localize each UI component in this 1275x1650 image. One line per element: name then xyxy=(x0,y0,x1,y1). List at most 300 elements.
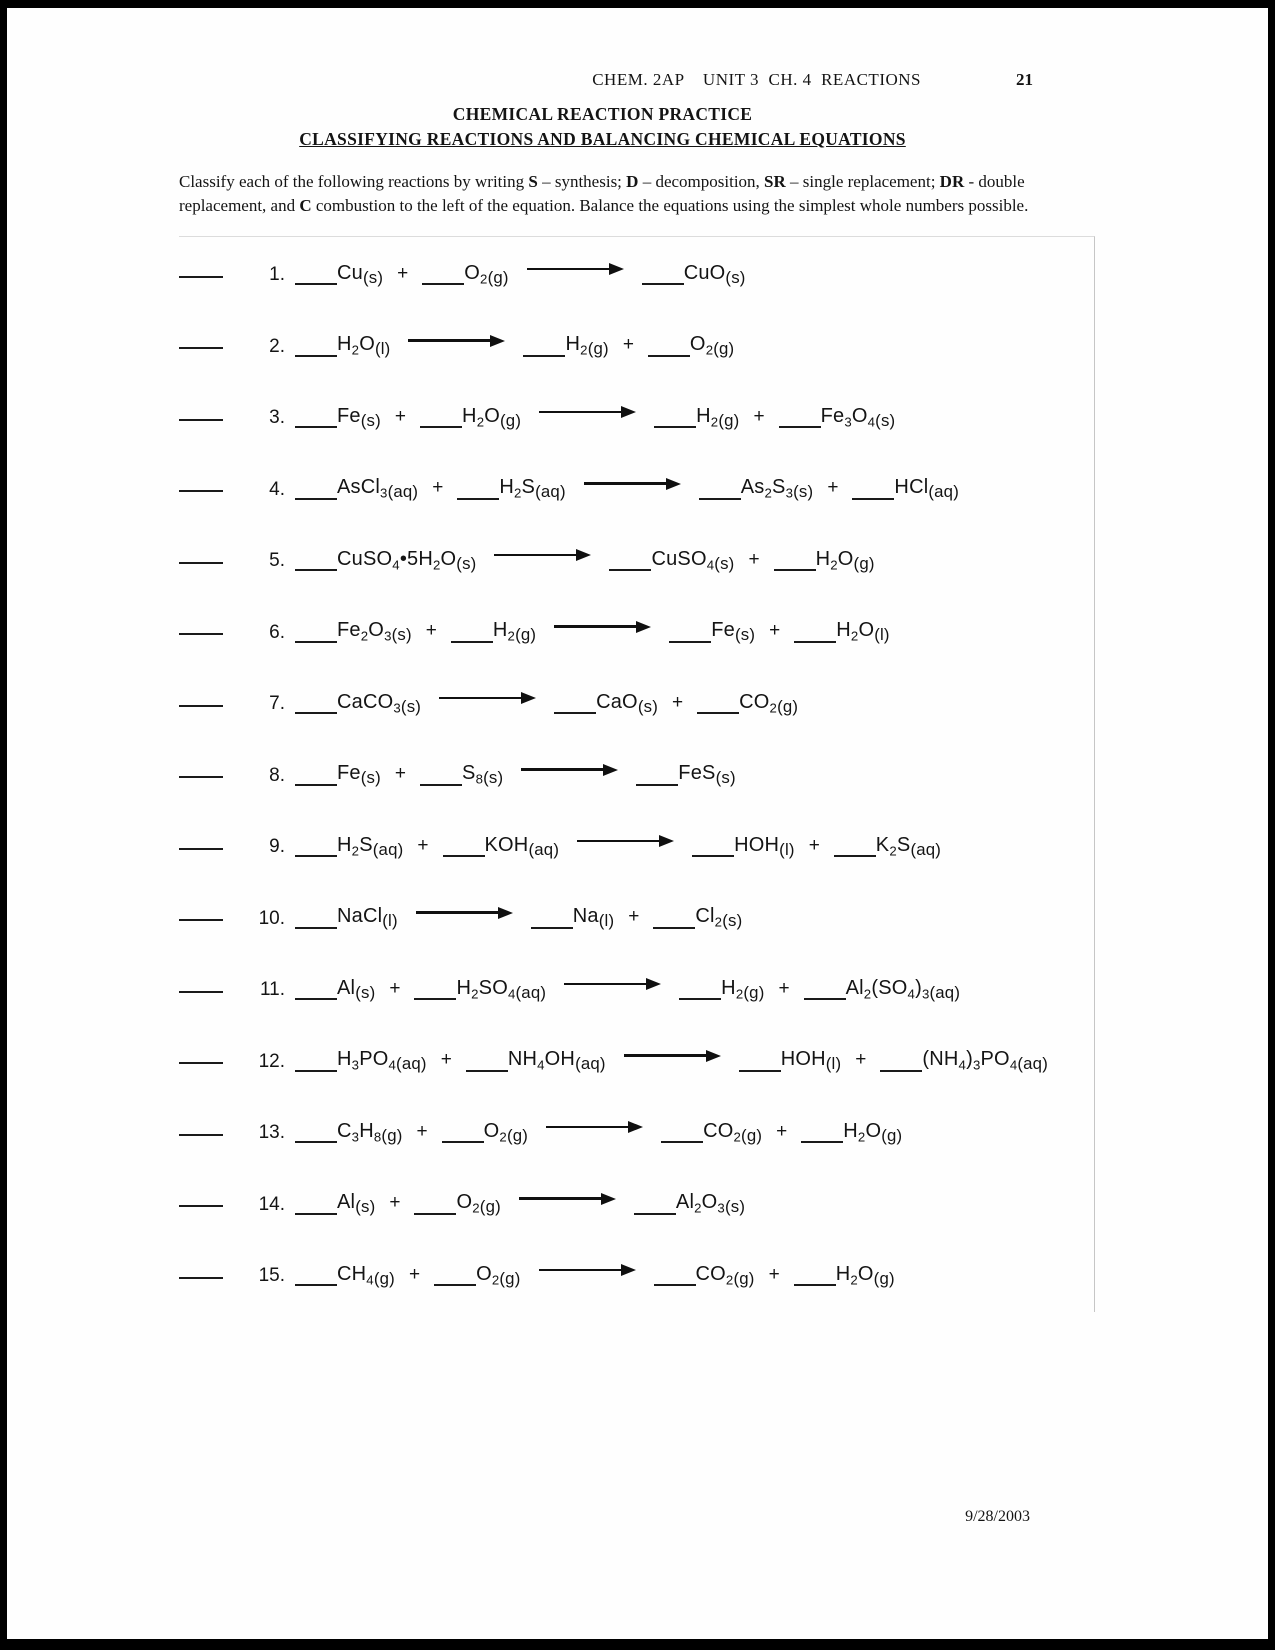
plus-operator: + xyxy=(808,834,820,856)
classification-blank xyxy=(179,630,223,635)
arrow-head xyxy=(603,764,618,776)
chemical-formula xyxy=(462,762,503,788)
chemical-formula xyxy=(337,405,381,431)
formula-text: ) xyxy=(966,1048,973,1071)
coefficient-blank xyxy=(442,1138,484,1143)
formula-text: O xyxy=(865,1119,882,1142)
coefficient-blank xyxy=(794,1281,836,1286)
chemical-formula xyxy=(565,333,608,359)
worksheet-title: CHEMICAL REACTION PRACTICE xyxy=(452,104,753,124)
equation-number: 9. xyxy=(269,836,285,857)
state-label: (aq) xyxy=(372,840,404,860)
equation-row xyxy=(179,239,1094,311)
formula-subscript: 2 xyxy=(850,628,859,644)
formula-subscript: 4 xyxy=(907,986,916,1002)
chemical-formula xyxy=(337,834,403,860)
plus-operator: + xyxy=(394,763,407,785)
formula-text: O xyxy=(440,547,457,570)
formula-text: O xyxy=(851,404,868,427)
state-label: (s) xyxy=(355,983,376,1003)
equation-row xyxy=(179,1026,1094,1098)
state-label: (l) xyxy=(382,911,398,931)
state-label: (aq) xyxy=(396,1054,427,1074)
instruction-keyword: SR xyxy=(764,172,786,191)
arrow-shaft xyxy=(408,339,490,342)
formula-subscript: 3 xyxy=(393,700,401,716)
coefficient-blank xyxy=(295,638,337,643)
formula-text: H xyxy=(337,833,352,856)
formula-text: ) xyxy=(915,976,922,999)
equation-number: 12. xyxy=(258,1050,285,1072)
formula-text: S xyxy=(359,833,373,856)
formula-text: O xyxy=(857,1262,874,1285)
arrow-shaft xyxy=(624,1054,706,1057)
formula-subscript: 2 xyxy=(863,986,872,1002)
formula-text: HOH xyxy=(780,1048,826,1071)
state-label: (g) xyxy=(741,1126,763,1146)
formula-subscript: 3 xyxy=(972,1057,981,1073)
formula-subscript: 2 xyxy=(360,628,369,644)
arrow-head xyxy=(636,621,651,633)
formula-text: H xyxy=(721,976,736,999)
formula-text: O xyxy=(837,547,854,570)
formula-text: CuSO xyxy=(651,547,707,570)
chemical-formula xyxy=(493,619,536,645)
plus-operator: + xyxy=(769,620,781,642)
formula-text: Na xyxy=(572,905,599,928)
coefficient-blank xyxy=(648,352,690,357)
equation-number: 6. xyxy=(269,621,285,643)
arrow-shaft xyxy=(539,1269,621,1272)
state-label: (l) xyxy=(874,625,890,645)
state-label: (g) xyxy=(777,697,799,717)
reaction-arrow-icon xyxy=(539,406,636,418)
formula-subscript: 2 xyxy=(472,1200,480,1216)
formula-text: Al xyxy=(337,976,356,999)
formula-subscript: 3 xyxy=(384,628,392,644)
formula-subscript: 2 xyxy=(351,843,360,859)
equation-number: 5. xyxy=(269,550,285,571)
arrow-head xyxy=(609,263,624,275)
formula-text: CO xyxy=(739,690,770,713)
chemical-formula xyxy=(696,405,739,431)
state-label: (g) xyxy=(381,1126,403,1146)
state-label: (g) xyxy=(500,411,522,431)
state-label: (s) xyxy=(714,554,735,574)
coefficient-blank xyxy=(804,995,846,1000)
coefficient-blank xyxy=(295,566,337,571)
formula-subscript: 2 xyxy=(476,414,485,430)
chemical-formula xyxy=(499,476,565,502)
state-label: (g) xyxy=(373,1269,395,1289)
equation-body xyxy=(295,1120,902,1146)
formula-subscript: 2 xyxy=(507,628,516,644)
equation-row xyxy=(179,1169,1094,1241)
chemical-formula xyxy=(739,691,798,717)
formula-text: KOH xyxy=(484,833,529,856)
formula-text: K xyxy=(875,833,890,856)
plus-operator: + xyxy=(440,1049,452,1071)
classification-blank xyxy=(179,1202,223,1207)
coefficient-blank xyxy=(636,781,678,786)
coefficient-blank xyxy=(295,1281,337,1286)
formula-text: SO xyxy=(478,976,508,999)
chemical-formula xyxy=(816,548,875,574)
chemical-formula xyxy=(337,1048,427,1074)
chemical-formula xyxy=(843,1120,902,1146)
reaction-arrow-icon xyxy=(577,835,674,847)
state-label: (aq) xyxy=(387,482,419,502)
coefficient-blank xyxy=(654,1281,696,1286)
arrow-shaft xyxy=(577,840,659,843)
equation-number: 8. xyxy=(269,764,285,786)
formula-text: H xyxy=(835,1262,851,1285)
equation-number: 15. xyxy=(258,1265,285,1286)
state-label: (g) xyxy=(479,1197,501,1217)
arrow-head xyxy=(498,907,513,919)
equation-body xyxy=(295,905,742,931)
coefficient-blank xyxy=(295,352,337,357)
formula-subscript: 2 xyxy=(714,914,723,930)
chemical-formula xyxy=(573,905,614,931)
formula-text: H xyxy=(359,1119,374,1142)
formula-subscript: 2 xyxy=(705,342,714,358)
equation-row xyxy=(179,1240,1094,1312)
state-label: (s) xyxy=(362,268,384,288)
formula-text: Cl xyxy=(695,905,715,928)
state-label: (s) xyxy=(725,268,746,288)
chemical-formula xyxy=(476,1263,520,1289)
arrow-shaft xyxy=(519,1197,601,1200)
chemical-formula xyxy=(596,691,658,717)
formula-text: (SO xyxy=(871,976,908,999)
formula-subscript: 2 xyxy=(694,1200,702,1216)
arrow-head xyxy=(659,835,674,847)
state-label: (g) xyxy=(853,554,875,574)
formula-text: Fe xyxy=(337,619,361,642)
formula-subscript: 3 xyxy=(717,1200,725,1216)
state-label: (aq) xyxy=(575,1054,606,1074)
formula-subscript: 2 xyxy=(830,557,838,573)
state-label: (g) xyxy=(506,1126,529,1146)
instruction-segment: combustion to the left of the equation. Balance the equations using the simplest whole numbers possible. xyxy=(311,196,1029,216)
coefficient-blank xyxy=(523,352,565,357)
equation-row xyxy=(179,525,1094,597)
footer-date: 9/28/2003 xyxy=(965,1508,1030,1525)
reaction-arrow-icon xyxy=(584,478,681,490)
equation-body xyxy=(295,834,941,860)
reaction-arrow-icon xyxy=(519,1193,616,1205)
state-label: (l) xyxy=(825,1054,842,1074)
reaction-arrow-icon xyxy=(539,1264,636,1276)
formula-text: HCl xyxy=(894,476,929,499)
formula-text: Fe xyxy=(337,404,361,427)
equation-number: 14. xyxy=(258,1193,285,1215)
chemical-formula xyxy=(781,1048,842,1074)
classification-blank xyxy=(179,559,223,564)
equation-number: 3. xyxy=(269,407,285,428)
formula-text: S xyxy=(521,476,536,499)
formula-text: CuSO xyxy=(337,547,393,570)
formula-text: O xyxy=(359,333,375,356)
chemical-formula xyxy=(337,262,383,288)
equation-row xyxy=(179,382,1094,454)
arrow-head xyxy=(601,1193,616,1205)
formula-subscript: 8 xyxy=(373,1129,382,1145)
state-label: (aq) xyxy=(928,482,960,502)
state-label: (l) xyxy=(374,339,391,359)
coefficient-blank xyxy=(774,566,816,571)
formula-text: O xyxy=(456,1191,473,1214)
reaction-arrow-icon xyxy=(554,621,651,633)
coefficient-blank xyxy=(422,280,464,285)
formula-text: S xyxy=(896,833,911,856)
reaction-arrow-icon xyxy=(439,692,536,704)
coefficient-blank xyxy=(420,781,462,786)
formula-text: H xyxy=(462,404,477,427)
coefficient-blank xyxy=(295,781,337,786)
formula-text: CH xyxy=(337,1262,367,1285)
chemical-formula xyxy=(462,405,521,431)
formula-text: H xyxy=(456,976,472,999)
chemical-formula xyxy=(734,834,795,860)
coefficient-blank xyxy=(295,1067,337,1072)
formula-text: NaCl xyxy=(337,905,383,928)
chemical-formula xyxy=(678,762,735,788)
state-label: (l) xyxy=(598,911,615,931)
coefficient-blank xyxy=(739,1067,781,1072)
chemical-formula xyxy=(485,834,560,860)
arrow-shaft xyxy=(439,697,521,700)
chemical-formula xyxy=(846,977,961,1003)
formula-text: Al xyxy=(675,1191,695,1214)
arrow-shaft xyxy=(416,911,498,914)
chemical-formula xyxy=(721,977,764,1003)
state-label: (s) xyxy=(456,554,477,574)
title-block xyxy=(7,104,1268,150)
reaction-arrow-icon xyxy=(494,549,591,561)
chemical-formula xyxy=(337,1263,395,1289)
equation-body xyxy=(295,762,736,788)
formula-subscript: 2 xyxy=(857,1129,866,1145)
classification-blank xyxy=(179,273,223,278)
chemical-formula xyxy=(337,905,398,931)
formula-subscript: 2 xyxy=(514,485,522,501)
formula-subscript: 3 xyxy=(844,414,852,430)
state-label: (aq) xyxy=(515,983,547,1003)
equations-list xyxy=(179,236,1095,1312)
formula-subscript: 4 xyxy=(867,414,876,430)
equation-number: 11. xyxy=(259,979,285,1000)
formula-text: Fe xyxy=(711,619,735,642)
coefficient-blank xyxy=(779,423,821,428)
coefficient-blank xyxy=(295,1138,337,1143)
arrow-shaft xyxy=(527,268,609,271)
coefficient-blank xyxy=(834,852,876,857)
coefficient-blank xyxy=(420,423,462,428)
equation-body xyxy=(295,476,959,502)
coefficient-blank xyxy=(801,1138,843,1143)
plus-operator: + xyxy=(389,1192,401,1214)
formula-subscript: 4 xyxy=(366,1272,374,1288)
coefficient-blank xyxy=(699,495,741,500)
coefficient-blank xyxy=(295,280,337,285)
formula-text: •5H xyxy=(399,547,433,570)
chemical-formula xyxy=(337,762,381,788)
reaction-arrow-icon xyxy=(521,764,618,776)
plus-operator: + xyxy=(417,834,429,856)
state-label: (g) xyxy=(499,1269,521,1289)
state-label: (g) xyxy=(587,339,609,359)
formula-subscript: 2 xyxy=(491,1272,500,1288)
coefficient-blank xyxy=(295,852,337,857)
coefficient-blank xyxy=(295,995,337,1000)
formula-text: CaO xyxy=(596,690,638,713)
instructions-text xyxy=(179,170,1049,218)
formula-subscript: 8 xyxy=(475,771,484,787)
page-header xyxy=(7,8,1268,90)
state-label: (s) xyxy=(355,1197,376,1217)
classification-blank xyxy=(179,988,223,993)
state-label: (s) xyxy=(400,697,422,717)
instruction-segment: - double replacement, and xyxy=(179,172,1025,216)
arrow-head xyxy=(666,478,681,490)
chemical-formula xyxy=(337,691,421,717)
formula-text: PO xyxy=(359,1048,389,1071)
formula-text: H xyxy=(843,1119,858,1142)
chemical-formula xyxy=(894,476,959,502)
arrow-head xyxy=(621,406,636,418)
chemical-formula xyxy=(711,619,755,645)
plus-operator: + xyxy=(748,548,760,570)
state-label: (s) xyxy=(715,768,736,788)
state-label: (s) xyxy=(483,768,504,788)
reaction-arrow-icon xyxy=(408,335,505,347)
formula-text: H xyxy=(337,1048,352,1071)
equation-body xyxy=(295,977,960,1003)
reaction-arrow-icon xyxy=(416,907,513,919)
chemical-formula xyxy=(484,1120,528,1146)
coefficient-blank xyxy=(451,638,493,643)
equation-row xyxy=(179,883,1094,955)
equation-row xyxy=(179,597,1094,669)
plus-operator: + xyxy=(408,1263,421,1285)
arrow-head xyxy=(521,692,536,704)
reaction-arrow-icon xyxy=(527,263,624,275)
state-label: (g) xyxy=(487,268,509,288)
state-label: (s) xyxy=(360,768,381,788)
formula-subscript: 3 xyxy=(921,986,930,1002)
formula-subscript: 3 xyxy=(351,1129,360,1145)
classification-blank xyxy=(179,916,223,921)
formula-subscript: 3 xyxy=(351,1057,360,1073)
plus-operator: + xyxy=(416,1120,428,1142)
equation-row xyxy=(179,954,1094,1026)
equation-number: 1. xyxy=(269,264,285,285)
formula-text: Al xyxy=(845,976,864,999)
formula-text: Al xyxy=(337,1191,356,1214)
formula-text: HOH xyxy=(734,833,780,856)
equation-body xyxy=(295,619,890,645)
chemical-formula xyxy=(337,1191,375,1217)
chemical-formula xyxy=(337,977,375,1003)
equation-row xyxy=(179,1097,1094,1169)
reaction-arrow-icon xyxy=(624,1050,721,1062)
plus-operator: + xyxy=(397,262,409,284)
equation-row xyxy=(179,311,1094,383)
instruction-segment: – synthesis; xyxy=(537,172,627,191)
coefficient-blank xyxy=(852,495,894,500)
formula-text: H xyxy=(836,619,851,642)
formula-subscript: 4 xyxy=(507,986,516,1002)
formula-text: H xyxy=(815,547,831,570)
coefficient-blank xyxy=(697,709,739,714)
instruction-keyword: D xyxy=(626,172,639,191)
plus-operator: + xyxy=(389,977,401,999)
plus-operator: + xyxy=(778,977,790,999)
chemical-formula xyxy=(703,1120,762,1146)
plus-operator: + xyxy=(432,477,444,499)
equation-body xyxy=(295,548,875,574)
chemical-formula xyxy=(922,1048,1048,1074)
state-label: (aq) xyxy=(929,983,961,1003)
coefficient-blank xyxy=(295,1210,337,1215)
arrow-head xyxy=(621,1264,636,1276)
equation-body xyxy=(295,405,895,431)
plus-operator: + xyxy=(768,1263,780,1285)
arrow-head xyxy=(706,1050,721,1062)
coefficient-blank xyxy=(414,1210,456,1215)
formula-text: H xyxy=(499,476,514,499)
classification-blank xyxy=(179,845,223,850)
formula-subscript: 2 xyxy=(725,1272,734,1288)
formula-text: O xyxy=(689,333,706,356)
formula-subscript: 2 xyxy=(480,271,488,287)
plus-operator: + xyxy=(628,906,640,928)
state-label: (g) xyxy=(743,983,765,1003)
formula-subscript: 3 xyxy=(380,485,388,501)
coefficient-blank xyxy=(434,1281,476,1286)
arrow-head xyxy=(628,1121,643,1133)
chemical-formula xyxy=(337,619,412,645)
formula-text: O xyxy=(484,404,500,427)
equation-body xyxy=(295,1048,1048,1074)
state-label: (g) xyxy=(713,339,735,359)
classification-blank xyxy=(179,702,223,707)
formula-text: Fe xyxy=(337,762,361,785)
coefficient-blank xyxy=(466,1067,508,1072)
formula-text: O xyxy=(858,619,875,642)
equation-number: 2. xyxy=(269,335,285,357)
chemical-formula xyxy=(456,1191,500,1217)
chemical-formula xyxy=(684,262,746,288)
formula-text: H xyxy=(337,333,352,356)
formula-text: As xyxy=(740,476,765,499)
classification-blank xyxy=(179,1131,223,1136)
equation-body xyxy=(295,1263,895,1289)
formula-subscript: 4 xyxy=(392,557,400,573)
instruction-segment: – decomposition, xyxy=(638,172,765,191)
formula-text: H xyxy=(696,404,711,427)
chemical-formula xyxy=(651,548,734,574)
state-label: (aq) xyxy=(535,482,566,502)
formula-subscript: 4 xyxy=(706,557,715,573)
chemical-formula xyxy=(695,905,742,931)
formula-subscript: 2 xyxy=(351,342,360,358)
coefficient-blank xyxy=(679,995,721,1000)
instruction-segment: Classify each of the following reactions by writing xyxy=(179,172,529,191)
page-number: 21 xyxy=(1016,70,1033,89)
